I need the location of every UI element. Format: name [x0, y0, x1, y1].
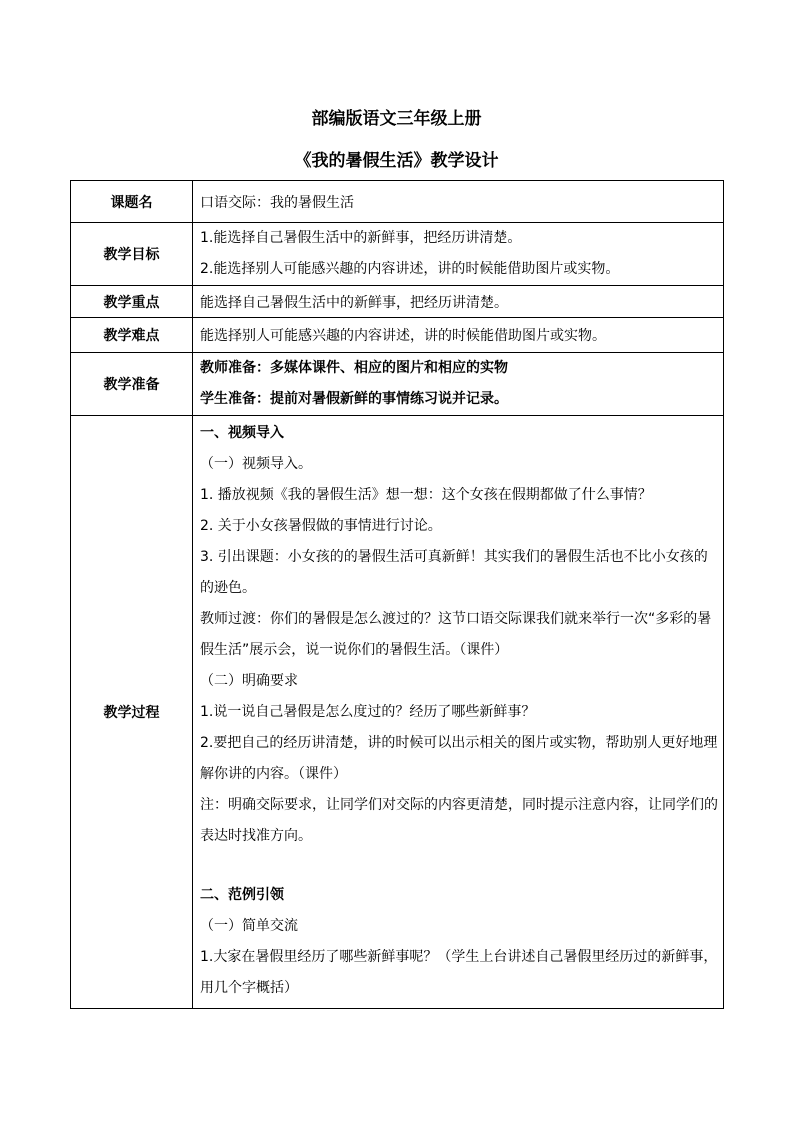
section1-sub1: （一）视频导入。 [200, 456, 312, 472]
difficulty-label: 教学难点 [71, 318, 193, 353]
prep-cell [193, 353, 724, 416]
prep-label: 教学准备 [71, 353, 193, 416]
section1-p4: 教师过渡：你们的暑假是怎么渡过的？这节口语交际课我们就来举行一次“多彩的暑假生活”展示会，说一说你们的暑假生活。（课件） [200, 611, 712, 658]
table-row-focus [71, 286, 724, 318]
difficulty-value: 能选择别人可能感兴趣的内容讲述，讲的时候能借助图片或实物。 [193, 318, 724, 353]
table-row-goals [71, 223, 724, 286]
section1-p2: 2. 关于小女孩暑假做的事情进行讨论。 [200, 518, 442, 534]
section2-heading: 二、范例引领 [200, 887, 284, 903]
prep-student-line: 学生准备：提前对暑假新鲜的事情练习说并记录。 [200, 391, 508, 407]
prep-teacher-line: 教师准备：多媒体课件、相应的图片和相应的实物 [200, 360, 508, 376]
focus-label: 教学重点 [71, 286, 193, 318]
document-subtitle: 《我的暑假生活》教学设计 [294, 151, 499, 171]
section1-p6: 2.要把自己的经历讲清楚，讲的时候可以出示相关的图片或实物，帮助别人更好地理解你讲的内容。（课件） [200, 735, 718, 782]
table-row-prep [71, 353, 724, 416]
section1-p1: 1. 播放视频《我的暑假生活》想一想：这个女孩在假期都做了什么事情？ [200, 487, 652, 503]
section1-p3: 3. 引出课题：小女孩的的暑假生活可真新鲜！其实我们的暑假生活也不比小女孩的的逊色。 [200, 549, 708, 596]
topic-value: 口语交际：我的暑假生活 [193, 181, 724, 223]
section1-p7: 注：明确交际要求，让同学们对交际的内容更清楚，同时提示注意内容，让同学们的表达时找准方向。 [200, 797, 718, 844]
table-row-process [71, 416, 724, 1009]
goals-label: 教学目标 [71, 223, 193, 286]
goal-line-1: 1.能选择自己暑假生活中的新鲜事，把经历讲清楚。 [200, 230, 522, 246]
section2-p1: 1.大家在暑假里经历了哪些新鲜事呢？（学生上台讲述自己暑假里经历过的新鲜事，用几个字概括） [200, 949, 718, 996]
table-row-difficulty [71, 318, 724, 353]
focus-value: 能选择自己暑假生活中的新鲜事，把经历讲清楚。 [193, 286, 724, 318]
process-label: 教学过程 [71, 416, 193, 1009]
lesson-plan-table [70, 180, 724, 1009]
section1-p5: 1.说一说自己暑假是怎么度过的？经历了哪些新鲜事？ [200, 704, 536, 720]
section2-sub1: （一）简单交流 [200, 918, 298, 934]
spacer [200, 852, 719, 880]
goal-line-2: 2.能选择别人可能感兴趣的内容讲述，讲的时候能借助图片或实物。 [200, 261, 620, 277]
document-title: 部编版语文三年级上册 [311, 109, 482, 129]
process-cell [193, 416, 724, 1009]
table-row-topic [71, 181, 724, 223]
section1-sub2: （二）明确要求 [200, 673, 298, 689]
goals-cell [193, 223, 724, 286]
section1-heading: 一、视频导入 [200, 425, 284, 441]
topic-label: 课题名 [71, 181, 193, 223]
